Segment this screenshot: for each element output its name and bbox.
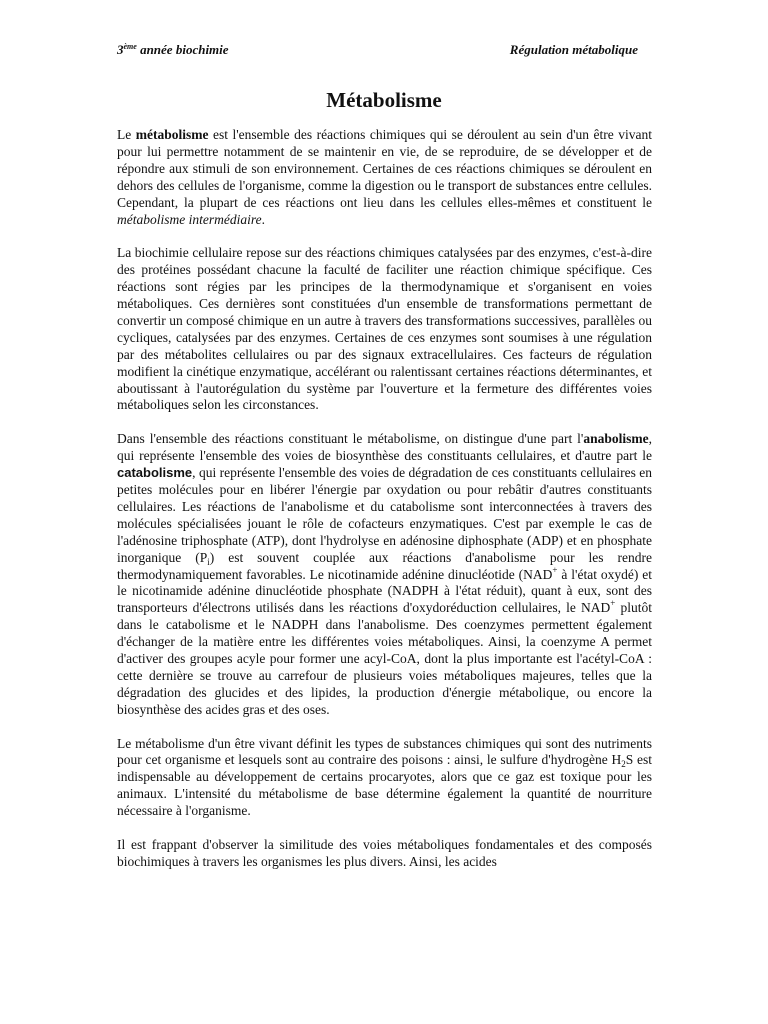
header-ordinal-suffix: ème xyxy=(123,42,137,51)
text-run: ) est souvent couplée aux réactions d'anabolisme pour les rendre thermodynamiquement favorables. Le nicotinamide adénine dinucléotide (NAD xyxy=(117,549,652,582)
paragraph-1 xyxy=(117,127,652,228)
text-run: Dans l'ensemble des réactions constituant le métabolisme, on distingue d'une part l' xyxy=(117,431,584,447)
paragraph-4 xyxy=(117,736,652,821)
text-run: S est indispensable au développement de certains procaryotes, alors que ce gaz est toxique pour les animaux. L'intensité du métabolisme de base détermine également la quantité de nourriture nécessaire à l'organisme. xyxy=(117,752,652,819)
text-run: Le métabolisme d'un être vivant définit les types de substances chimiques qui sont des nutriments pour cet organisme et lesquels sont au contraire des poisons : ainsi, le sulfure d'hydrogène H xyxy=(117,735,652,768)
superscript: + xyxy=(552,564,558,575)
text-run: plutôt dans le catabolisme et le NADPH dans l'anabolisme. Des coenzymes permettent également d'échanger de la matière entre les différentes voies métaboliques. Ainsi, la coenzyme A permet d'activer des groupes acyle pour former une acyl-CoA, dont la plus importante est l'acétyl-CoA : cette dernière se trouve au carrefour de plusieurs voies métaboliques majeures, telles que la dégradation des glucides et des lipides, la production d'énergie métabolique, ou encore la biosynthèse des acides gras et des oses. xyxy=(117,600,652,717)
running-header-left xyxy=(117,41,229,59)
superscript: + xyxy=(610,598,616,609)
text-run: à l'état oxydé) et le nicotinamide adénine dinucléotide phosphate (NADPH à l'état réduit), quant à eux, sont des transporteurs d'électrons utilisés dans les réactions d'oxydoréduction cellulaires, le NAD xyxy=(117,566,653,616)
text-run: . xyxy=(261,211,265,227)
header-course-name: année biochimie xyxy=(136,42,229,57)
subscript: i xyxy=(207,556,210,567)
paragraph-2: La biochimie cellulaire repose sur des réactions chimiques catalysées par des enzymes, c'est-à-dire des protéines possédant chacune la faculté de faciliter une réaction chimique spécifique. Ces réactions sont régies par les principes de la thermodynamique et s'organisent en voies métaboliques. Ces dernières sont constituées d'un ensemble de transformations permettant de convertir un composé chimique en un autre à travers des transformations successives, parallèles ou cycliques, catalysées par des enzymes. Certaines de ces enzymes sont soumises à une régulation par des métabolites cellulaires ou par des signaux extracellulaires. Ces facteurs de régulation modifient la cinétique enzymatique, accélérant ou ralentissant certaines réactions déterminantes, et aboutissant à l'autorégulation du système par l'ouverture et la fermeture des différentes voies métaboliques selon les circonstances. xyxy=(117,245,652,413)
text-run: est l'ensemble des réactions chimiques qui se déroulent au sein d'un être vivant pour lui permettre notamment de se maintenir en vie, de se reproduire, de se développer et de répondre aux stimuli de son environnement. Certaines de ces réactions chimiques se déroulent en dehors des cellules de l'organisme, comme la digestion ou le transport de substances entre cellules. Cependant, la plupart de ces réactions ont lieu dans les cellules elles-mêmes et constituent le xyxy=(117,127,652,210)
subscript: 2 xyxy=(621,759,626,770)
term-metabolisme: métabolisme xyxy=(135,127,209,142)
term-catabolisme: catabolisme xyxy=(117,465,193,481)
term-metabolisme-intermediaire: métabolisme intermédiaire xyxy=(117,211,262,227)
text-run: Le xyxy=(117,127,136,142)
text-run: , qui représente l'ensemble des voies de dégradation de ces constituants cellulaires en petites molécules pour en libérer l'énergie par oxydation ou pour rebâtir d'autres constituants cellulaires. Les réactions de l'anabolisme et du catabolisme sont interconnectées à travers des molécules spécialisées jouant le rôle de cofacteurs enzymatiques. C'est par exemple le cas de l'adénosine triphosphate (ATP), dont l'hydrolyse en adénosine diphosphate (ADP) et en phosphate inorganique (P xyxy=(117,465,652,565)
running-header-right: Régulation métabolique xyxy=(509,42,638,57)
text-run: , qui représente l'ensemble des voies de biosynthèse des constituants cellulaires, et d'autre part le xyxy=(117,431,652,464)
paragraph-5: Il est frappant d'observer la similitude des voies métaboliques fondamentales et des composés biochimiques à travers les organismes les plus divers. Ainsi, les acides xyxy=(117,837,652,869)
header-course-number: 3 xyxy=(117,42,124,57)
document-body xyxy=(117,127,652,871)
paragraph-3 xyxy=(117,431,652,718)
term-anabolisme: anabolisme xyxy=(583,431,649,447)
page-title: Métabolisme xyxy=(326,88,442,112)
